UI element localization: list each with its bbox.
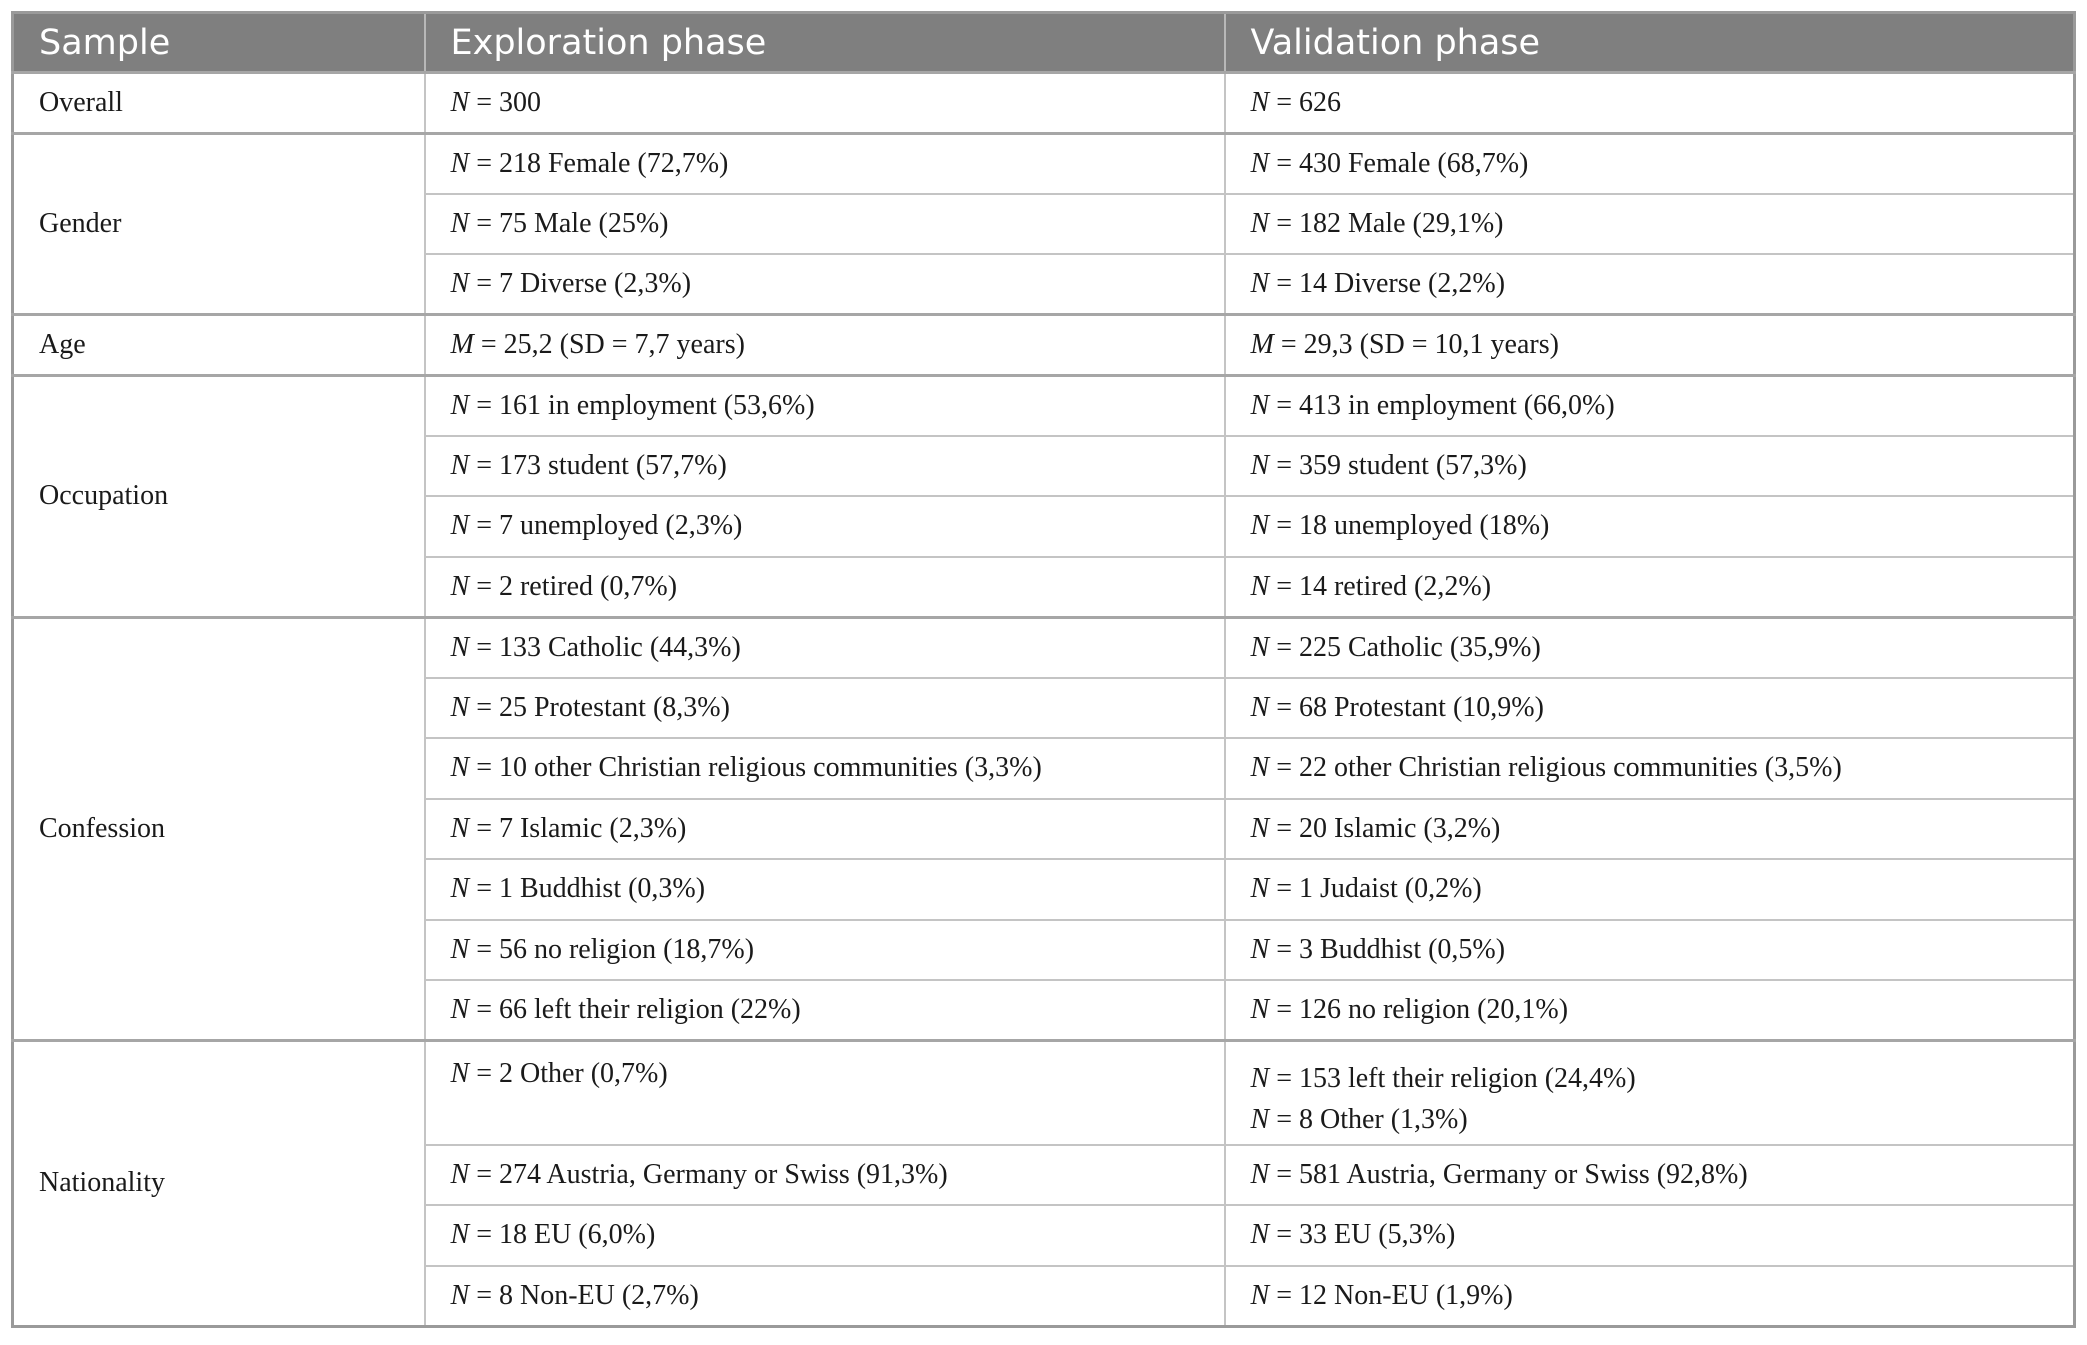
row-label-age: Age (13, 315, 425, 376)
cell-validation: N = 3 Buddhist (0,5%) (1225, 920, 2075, 981)
demographics-table-container (11, 11, 2073, 1328)
cell-validation: N = 33 EU (5,3%) (1225, 1205, 2075, 1266)
cell-exploration: N = 300 (425, 73, 1225, 134)
cell-exploration: N = 173 student (57,7%) (425, 436, 1225, 497)
row-label-gender: Gender (13, 133, 425, 315)
cell-validation: N = 430 Female (68,7%) (1225, 133, 2075, 194)
cell-validation: N = 12 Non-EU (1,9%) (1225, 1266, 2075, 1327)
row-label-occupation: Occupation (13, 375, 425, 617)
row-label-nationality: Nationality (13, 1041, 425, 1327)
cell-validation: M = 29,3 (SD = 10,1 years) (1225, 315, 2075, 376)
demographics-table (11, 11, 2076, 1328)
cell-validation: N = 359 student (57,3%) (1225, 436, 2075, 497)
table-row (13, 133, 2075, 194)
cell-validation: N = 22 other Christian religious communities (3,5%) (1225, 738, 2075, 799)
cell-validation: N = 14 Diverse (2,2%) (1225, 254, 2075, 315)
cell-exploration: N = 8 Non-EU (2,7%) (425, 1266, 1225, 1327)
header-row (13, 13, 2075, 73)
cell-exploration: N = 25 Protestant (8,3%) (425, 678, 1225, 739)
row-label-confession: Confession (13, 617, 425, 1041)
cell-exploration: N = 7 Islamic (2,3%) (425, 799, 1225, 860)
table-row (13, 315, 2075, 376)
row-label-overall: Overall (13, 73, 425, 134)
cell-exploration: N = 218 Female (72,7%) (425, 133, 1225, 194)
cell-exploration: N = 7 unemployed (2,3%) (425, 496, 1225, 557)
table-row (13, 617, 2075, 678)
header-validation: Validation phase (1225, 13, 2075, 73)
cell-validation: N = 182 Male (29,1%) (1225, 194, 2075, 255)
cell-exploration: N = 18 EU (6,0%) (425, 1205, 1225, 1266)
cell-validation: N = 581 Austria, Germany or Swiss (92,8%) (1225, 1145, 2075, 1206)
cell-validation: N = 20 Islamic (3,2%) (1225, 799, 2075, 860)
cell-validation: N = 14 retired (2,2%) (1225, 557, 2075, 618)
header-exploration: Exploration phase (425, 13, 1225, 73)
cell-validation: N = 18 unemployed (18%) (1225, 496, 2075, 557)
cell-validation: N = 68 Protestant (10,9%) (1225, 678, 2075, 739)
cell-exploration: N = 274 Austria, Germany or Swiss (91,3%) (425, 1145, 1225, 1206)
cell-exploration: N = 7 Diverse (2,3%) (425, 254, 1225, 315)
cell-validation: N = 626 (1225, 73, 2075, 134)
cell-exploration: N = 133 Catholic (44,3%) (425, 617, 1225, 678)
cell-validation (1225, 1041, 2075, 1145)
cell-exploration: N = 10 other Christian religious communities (3,3%) (425, 738, 1225, 799)
cell-exploration: N = 2 Other (0,7%) (425, 1041, 1225, 1145)
table-row (13, 375, 2075, 436)
cell-validation: N = 225 Catholic (35,9%) (1225, 617, 2075, 678)
table-row (13, 73, 2075, 134)
cell-line: N = 8 Other (1,3%) (1250, 1104, 1468, 1135)
cell-exploration: M = 25,2 (SD = 7,7 years) (425, 315, 1225, 376)
header-sample: Sample (13, 13, 425, 73)
cell-exploration: N = 1 Buddhist (0,3%) (425, 859, 1225, 920)
cell-exploration: N = 75 Male (25%) (425, 194, 1225, 255)
cell-line: N = 153 left their religion (24,4%) (1250, 1063, 1636, 1094)
cell-exploration: N = 161 in employment (53,6%) (425, 375, 1225, 436)
cell-exploration: N = 66 left their religion (22%) (425, 980, 1225, 1041)
cell-validation: N = 1 Judaist (0,2%) (1225, 859, 2075, 920)
table-row (13, 1041, 2075, 1145)
cell-exploration: N = 2 retired (0,7%) (425, 557, 1225, 618)
cell-exploration: N = 56 no religion (18,7%) (425, 920, 1225, 981)
cell-validation: N = 126 no religion (20,1%) (1225, 980, 2075, 1041)
cell-validation: N = 413 in employment (66,0%) (1225, 375, 2075, 436)
